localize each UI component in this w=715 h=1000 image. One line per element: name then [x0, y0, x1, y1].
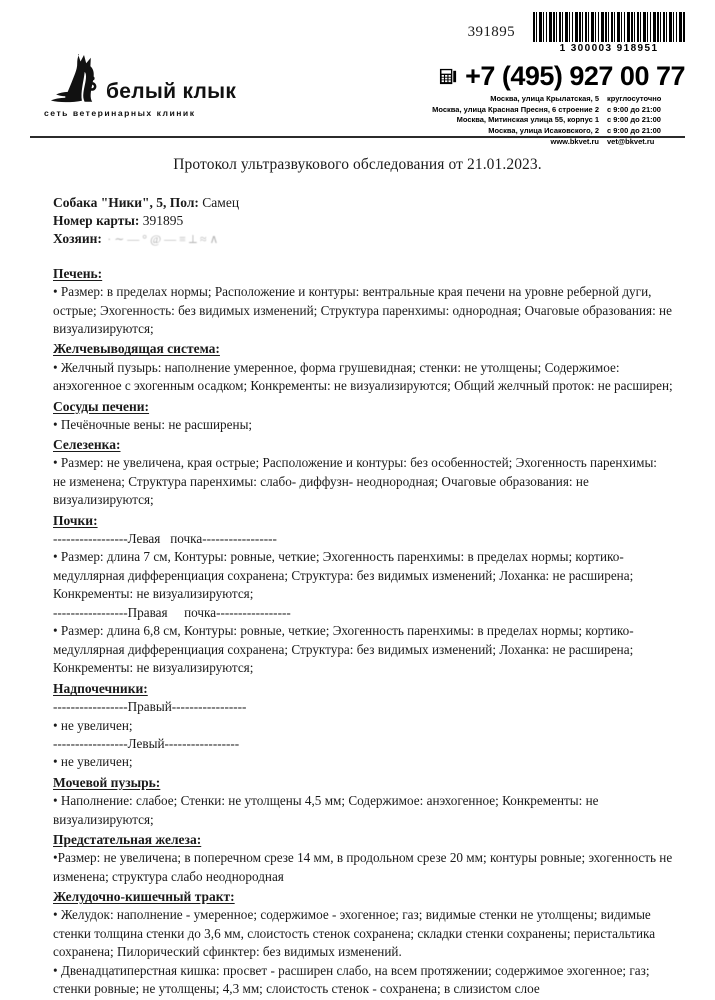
patient-card-row	[53, 212, 685, 230]
section-text-spleen: • Размер: не увеличена, края острые; Расположение и контуры: без особенностей; Эхогенность паренхимы: не изменена; Структура паренхимы: слабо- диффузн- неоднородная; Очаговые образования: не визуализируются;	[53, 455, 657, 508]
section-text-bladder: • Наполнение: слабое; Стенки: не утолщены 4,5 мм; Содержимое: анэхогенное; Конкременты: не визуализируются;	[53, 793, 599, 827]
section-heading-liver-vessels: Сосуды печени:	[53, 398, 150, 414]
card-number-header: 391895	[467, 24, 515, 40]
patient-info	[30, 194, 685, 248]
card-number-value: 391895	[142, 212, 184, 228]
kidney-right-divider: -----------------Правая почка-----------------	[53, 604, 291, 620]
section-heading-spleen: Селезенка:	[53, 437, 121, 453]
section-text-stomach: • Желудок: наполнение - умеренное; содержимое - эхогенное; газ; видимые стенки не утолщены; видимые стенки толщина стенки до 3,6 мм, слоистость стенок сохранена; складки стенки сохранены; перистальтика сохранена; Пилорический сфинктер: без видимых изменений.	[53, 907, 656, 960]
patient-sex-value: Самец	[202, 195, 240, 210]
section-text-adrenal-right: • не увеличен;	[53, 717, 133, 733]
address-row	[265, 126, 685, 137]
clinic-contact-block	[265, 12, 685, 147]
clinic-website[interactable]: www.bkvet.ru	[550, 136, 599, 146]
adrenal-right-divider: -----------------Правый-----------------	[53, 699, 247, 715]
card-number-label: Номер карты:	[53, 212, 140, 228]
barcode-bars-icon	[533, 12, 685, 42]
section-text-kidney-left: • Размер: длина 7 см, Контуры: ровные, четкие; Эхогенность паренхимы: в пределах нормы; кортико-медуллярная дифференциация сохранена; Структура: без видимых изменений; Лоханка: не расширена; Конкременты: не визуализируются;	[53, 549, 634, 602]
section-text-kidney-right: • Размер: длина 6,8 см, Контуры: ровные, четкие; Эхогенность паренхимы: в пределах нормы; кортико-медуллярная дифференциация сохранена; Структура: без видимых изменений; Лоханка: не расширена; Конкременты: не визуализируются;	[53, 623, 634, 676]
owner-value-redacted: · ∼ — ° @ — ≡ ⟂ ≈ ∧	[105, 231, 222, 246]
barcode	[533, 12, 685, 54]
address-hours: круглосуточно	[607, 94, 662, 103]
section-text-adrenal-left: • не увеличен;	[53, 754, 133, 770]
phone-row	[265, 63, 685, 90]
patient-name-row	[53, 194, 685, 212]
address-row	[265, 94, 685, 105]
page-header	[30, 0, 685, 146]
barcode-digits: 1 300003 918951	[559, 43, 659, 54]
address-hours: с 9:00 до 21:00	[607, 115, 661, 125]
section-text-liver: • Размер: в пределах нормы; Расположение и контуры: вентральные края печени на уровне реберной дуги, острые; Эхогенность: без видимых изменений; Структура паренхимы: однородная; Очаговые образования: не визуализируются;	[53, 284, 672, 336]
address-text: Москва, улица Исаковского, 2	[488, 125, 599, 135]
address-text: Москва, улица Красная Пресня, 6 строение 2	[432, 104, 599, 114]
address-text: Москва, улица Крылатская, 5	[490, 94, 599, 103]
address-row	[265, 115, 685, 126]
section-heading-prostate: Предстательная железа:	[53, 832, 202, 848]
page-title: Протокол ультразвукового обследования от 21.01.2023.	[173, 156, 542, 173]
owner-label: Хозяин:	[53, 230, 102, 246]
website-row	[265, 137, 685, 148]
section-text-prostate: •Размер: не увеличена; в поперечном срезе 14 мм, в продольном срезе 20 мм; контуры ровные; эхогенность не изменена; структура слабо неоднородная	[53, 850, 673, 884]
section-text-liver-vessels: • Печёночные вены: не расширены;	[53, 416, 253, 432]
section-heading-liver: Печень:	[53, 265, 103, 281]
patient-name-label: Собака "Ники", 5, Пол:	[53, 195, 199, 210]
section-heading-gi-tract: Желудочно-кишечный тракт:	[53, 889, 235, 905]
address-hours: с 9:00 до 21:00	[607, 104, 661, 114]
section-heading-adrenals: Надпочечники:	[53, 680, 148, 696]
section-heading-bladder: Мочевой пузырь:	[53, 774, 161, 790]
logo-subtitle: сеть ветеринарных клиник	[44, 108, 196, 118]
barcode-row	[265, 12, 685, 54]
section-text-duodenum: • Двенадцатиперстная кишка: просвет - расширен слабо, на всем протяжении; содержимое эхогенное; газ; стенки ровные; не утолщены; 4,3 мм; слоистость стенок - сохранена; в слизистом слое	[53, 962, 650, 997]
address-row	[265, 105, 685, 116]
section-heading-biliary: Желчевыводящая система:	[53, 341, 220, 357]
kidney-left-divider: -----------------Левая почка-----------------	[53, 531, 277, 546]
clinic-email[interactable]: vet@bkvet.ru	[607, 136, 655, 146]
address-text: Москва, Митинская улица 55, корпус 1	[456, 115, 599, 125]
address-hours: с 9:00 до 21:00	[607, 125, 661, 135]
section-heading-kidneys: Почки:	[53, 512, 98, 528]
fax-machine-icon	[439, 67, 458, 86]
clinic-phone-number[interactable]: +7 (495) 927 00 77	[465, 61, 685, 91]
report-body	[30, 264, 685, 999]
logo-title: белый клык	[106, 80, 237, 103]
clinic-addresses	[265, 94, 685, 147]
adrenal-left-divider: -----------------Левый-----------------	[53, 736, 240, 751]
clinic-logo	[44, 48, 237, 118]
section-text-biliary: • Желчный пузырь: наполнение умеренное, форма грушевидная; стенки: не утолщены; Содержимое: анэхогенное с эхогенным осадком; Конкременты: не визуализируются; Общий желчный проток: не расширен;	[53, 359, 673, 394]
patient-owner-row	[53, 230, 685, 248]
